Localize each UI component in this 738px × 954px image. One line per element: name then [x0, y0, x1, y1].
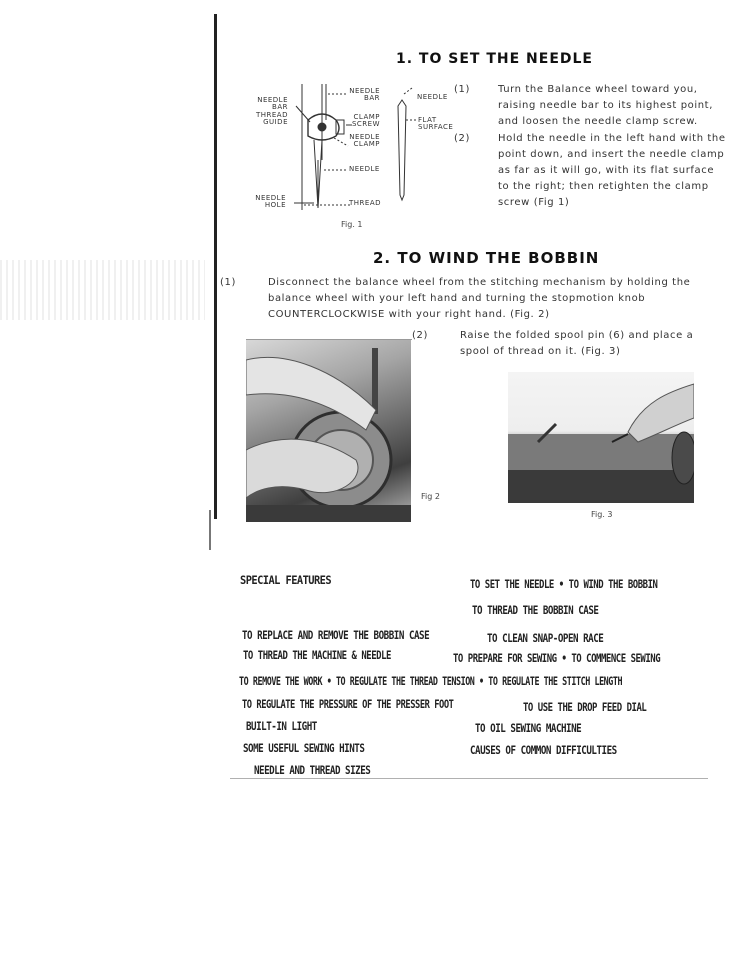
toc-thread-bobbin-case: TO THREAD THE BOBBIN CASE — [472, 603, 599, 617]
page-binding-edge-lower — [209, 510, 211, 550]
label-needle-bar-left: NEEDLE BAR — [257, 96, 288, 111]
toc-prepare-commence-sewing: TO PREPARE FOR SEWING • TO COMMENCE SEWING — [453, 651, 661, 665]
label-needle-clamp: NEEDLE CLAMP — [349, 133, 380, 148]
toc-bottom-rule — [230, 778, 708, 779]
label-flat-surface: FLAT SURFACE — [418, 116, 454, 131]
toc-replace-remove-bobbin-case: TO REPLACE AND REMOVE THE BOBBIN CASE — [242, 628, 430, 642]
section-title-set-needle: 1. TO SET THE NEEDLE — [396, 51, 593, 67]
toc-set-needle-wind-bobbin: TO SET THE NEEDLE • TO WIND THE BOBBIN — [470, 577, 658, 591]
toc-needle-thread-sizes: NEEDLE AND THREAD SIZES — [254, 763, 371, 777]
label-needle-hole: NEEDLE HOLE — [255, 194, 286, 209]
section-title-wind-bobbin: 2. TO WIND THE BOBBIN — [373, 249, 600, 267]
toc-special-features: SPECIAL FEATURES — [240, 573, 332, 587]
toc-drop-feed-dial: TO USE THE DROP FEED DIAL — [523, 700, 647, 714]
fig2-caption: Fig 2 — [421, 492, 440, 501]
fig2-photo-hands-balance-wheel — [246, 340, 411, 522]
toc-presser-foot-pressure: TO REGULATE THE PRESSURE OF THE PRESSER FOOT — [242, 697, 454, 711]
toc-remove-work-tension-stitch: TO REMOVE THE WORK • TO REGULATE THE THREAD TENSION • TO REGULATE THE STITCH LENGTH — [239, 674, 623, 688]
needle-step-1: (1) Turn the Balance wheel toward you, raising needle bar to its highest point, and loosen the needle clamp screw. — [454, 84, 713, 127]
bobbin-step-1: (1) Disconnect the balance wheel from the stitching mechanism by holding the balance wheel with your left hand and turning the stopmotion knob COUNTERCLOCKWISE with your right hand. (Fig. 2) — [220, 277, 691, 320]
toc-clean-race: TO CLEAN SNAP-OPEN RACE — [487, 631, 604, 645]
label-clamp-screw: CLAMP SCREW — [351, 113, 380, 128]
label-needle-right: NEEDLE — [417, 93, 448, 101]
toc-built-in-light: BUILT-IN LIGHT — [246, 719, 317, 733]
label-needle-bar-top: NEEDLE BAR — [349, 87, 380, 102]
toc-oil-machine: TO OIL SEWING MACHINE — [475, 721, 582, 735]
fig3-photo-spool-pin — [508, 372, 694, 503]
fig1-caption: Fig. 1 — [341, 220, 363, 229]
fig3-caption: Fig. 3 — [591, 510, 613, 519]
bobbin-step-2: (2) Raise the folded spool pin (6) and place a spool of thread on it. (Fig. 3) — [412, 330, 694, 357]
label-thread: THREAD — [349, 199, 382, 207]
page-binding-edge — [214, 14, 217, 519]
toc-common-difficulties: CAUSES OF COMMON DIFFICULTIES — [470, 743, 617, 757]
needle-step-2: (2) Hold the needle in the left hand with the point down, and insert the needle clamp as far as it will go, with its flat surface to the right; then retighten the clamp screw (Fig 1) — [454, 133, 726, 208]
toc-thread-machine-needle: TO THREAD THE MACHINE & NEEDLE — [243, 648, 391, 662]
scan-artifact — [0, 260, 205, 320]
label-thread-guide: THREAD GUIDE — [255, 111, 288, 126]
label-needle-mid: NEEDLE — [349, 165, 380, 173]
toc-sewing-hints: SOME USEFUL SEWING HINTS — [243, 741, 365, 755]
